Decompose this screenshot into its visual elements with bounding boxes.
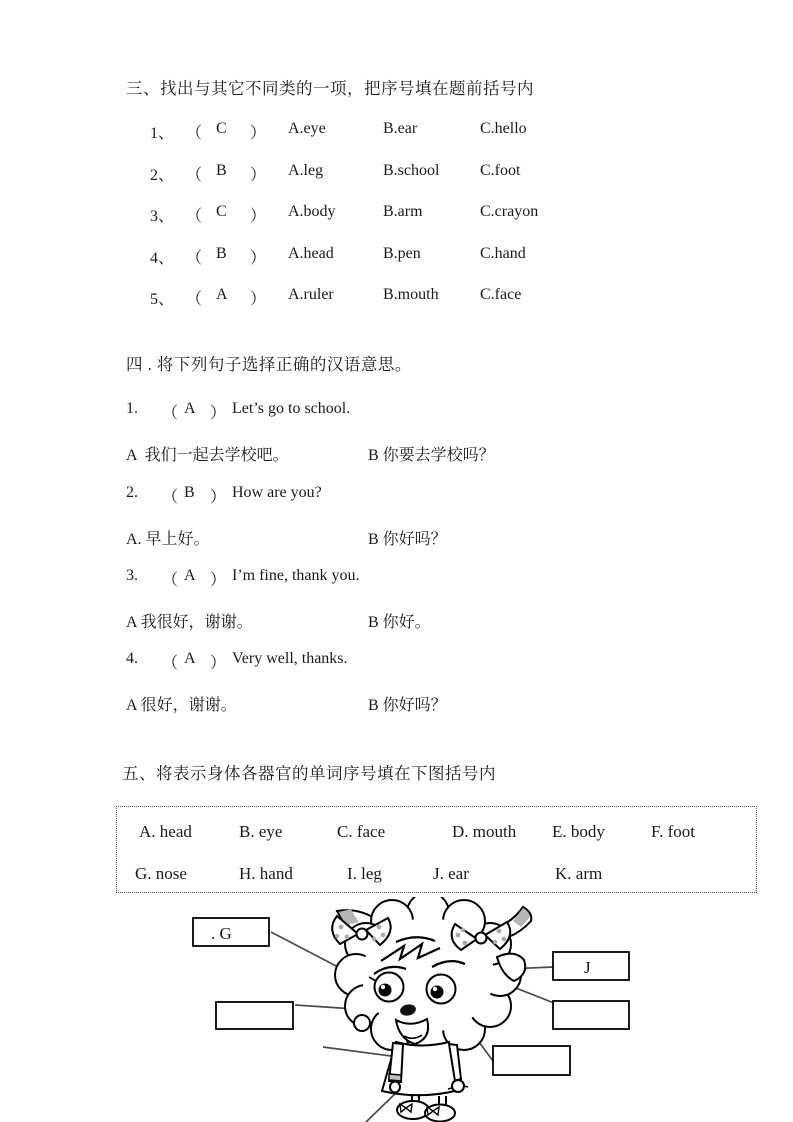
s4-question-2 <box>126 484 726 506</box>
option-b: B.mouth <box>383 286 439 303</box>
option-a: A.head <box>288 245 334 262</box>
option-a: A.eye <box>288 120 326 137</box>
word-bank-item: F. foot <box>651 822 695 841</box>
section5-heading: 五、将表示身体各器官的单词序号填在下图括号内 <box>122 764 496 783</box>
paren-open: （ <box>186 208 203 225</box>
choice-b: B 你好吗？ <box>368 697 447 714</box>
paren-open: （ <box>162 489 179 506</box>
paren-open: （ <box>186 167 203 184</box>
english-sentence: Very well, thanks. <box>232 650 348 667</box>
paren-open: （ <box>162 655 179 672</box>
s4-question-3 <box>126 567 726 589</box>
paren-open: （ <box>186 125 203 142</box>
question-number: 2. <box>126 484 138 501</box>
right-hand <box>452 1080 464 1092</box>
question-number: 1、 <box>150 125 175 142</box>
question-number: 3. <box>126 567 138 584</box>
right-pupil <box>431 986 444 999</box>
word-bank-item: K. arm <box>555 864 603 883</box>
body-parts-figure <box>113 897 793 1122</box>
word-bank-item: J. ear <box>433 864 469 883</box>
option-b: B.pen <box>383 245 421 262</box>
question-number: 1. <box>126 400 138 417</box>
answer-letter: B <box>216 245 227 262</box>
paren-open: （ <box>162 405 179 422</box>
left-eye-glint <box>381 985 385 989</box>
paren-close: ） <box>210 655 227 672</box>
paren-close: ） <box>210 489 227 506</box>
word-bank-box <box>116 806 757 893</box>
paren-close: ） <box>250 208 267 225</box>
option-c: C.hand <box>480 245 526 262</box>
s4-choices-4 <box>126 692 726 714</box>
paren-close: ） <box>210 572 227 589</box>
paren-open: （ <box>186 250 203 267</box>
s4-question-4 <box>126 650 726 672</box>
word-bank-item: E. body <box>552 822 605 841</box>
nose-box-label: . G <box>211 924 232 943</box>
option-a: A.leg <box>288 162 324 179</box>
paren-open: （ <box>162 572 179 589</box>
choice-b: B 你好吗？ <box>368 531 447 548</box>
left-hand <box>390 1082 400 1093</box>
answer-letter: B <box>184 484 195 501</box>
option-b: B.arm <box>383 203 423 220</box>
paren-close: ） <box>210 405 227 422</box>
s3-question-5 <box>150 286 710 308</box>
choice-a: A. 早上好。 <box>126 531 210 548</box>
goat-illustration <box>332 897 531 1122</box>
s4-choices-3 <box>126 609 726 631</box>
face-answer-box[interactable] <box>216 1002 293 1029</box>
arm-connector-line <box>323 1047 391 1056</box>
option-c: C.foot <box>480 162 521 179</box>
word-bank-item: A. head <box>139 822 192 841</box>
question-number: 5、 <box>150 291 175 308</box>
head-answer-box[interactable] <box>553 1001 629 1029</box>
section4-heading: 四 . 将下列句子选择正确的汉语意思。 <box>126 355 412 374</box>
s4-choices-2 <box>126 526 726 548</box>
choice-b: B 你好。 <box>368 614 431 631</box>
answer-letter: B <box>216 162 227 179</box>
english-sentence: How are you? <box>232 484 322 501</box>
question-number: 3、 <box>150 208 175 225</box>
option-b: B.ear <box>383 120 418 137</box>
section3-heading: 三、找出与其它不同类的一项，把序号填在题前括号内 <box>126 79 534 98</box>
word-bank-item: C. face <box>337 822 386 841</box>
option-b: B.school <box>383 162 440 179</box>
paren-close: ） <box>250 125 267 142</box>
question-number: 2、 <box>150 167 175 184</box>
question-number: 4、 <box>150 250 175 267</box>
word-bank-item: D. mouth <box>452 822 517 841</box>
english-sentence: I’m fine, thank you. <box>232 567 360 584</box>
s3-question-1 <box>150 120 710 142</box>
question-number: 4. <box>126 650 138 667</box>
paren-close: ） <box>250 167 267 184</box>
english-sentence: Let’s go to school. <box>232 400 351 417</box>
paren-open: （ <box>186 291 203 308</box>
eye-answer-box[interactable] <box>493 1046 570 1075</box>
option-c: C.crayon <box>480 203 539 220</box>
answer-letter: C <box>216 203 227 220</box>
cheek-wool <box>354 1015 370 1031</box>
paren-close: ） <box>250 291 267 308</box>
option-a: A.body <box>288 203 336 220</box>
choice-a: A 我们一起去学校吧。 <box>126 447 289 464</box>
left-cuff <box>389 1074 401 1081</box>
ear-box-label: J <box>584 958 591 977</box>
answer-letter: C <box>216 120 227 137</box>
answer-letter: A <box>184 400 196 417</box>
right-eye-glint <box>433 987 437 991</box>
s3-question-4 <box>150 245 710 267</box>
ear-answer-box[interactable] <box>553 952 629 980</box>
answer-letter: A <box>184 567 196 584</box>
choice-a: A 很好，谢谢。 <box>126 697 237 714</box>
s3-question-2 <box>150 162 710 184</box>
option-a: A.ruler <box>288 286 334 303</box>
left-pupil <box>379 984 392 997</box>
option-c: C.hello <box>480 120 527 137</box>
choice-b: B 你要去学校吗？ <box>368 447 495 464</box>
word-bank-item: G. nose <box>135 864 187 883</box>
s3-question-3 <box>150 203 710 225</box>
s4-question-1 <box>126 400 726 422</box>
option-c: C.face <box>480 286 522 303</box>
word-bank-item: B. eye <box>239 822 283 841</box>
paren-close: ） <box>250 250 267 267</box>
s4-choices-1 <box>126 442 726 464</box>
word-bank-item: H. hand <box>239 864 293 883</box>
choice-a: A 我很好，谢谢。 <box>126 614 253 631</box>
answer-letter: A <box>216 286 228 303</box>
word-bank-item: I. leg <box>347 864 382 883</box>
answer-letter: A <box>184 650 196 667</box>
